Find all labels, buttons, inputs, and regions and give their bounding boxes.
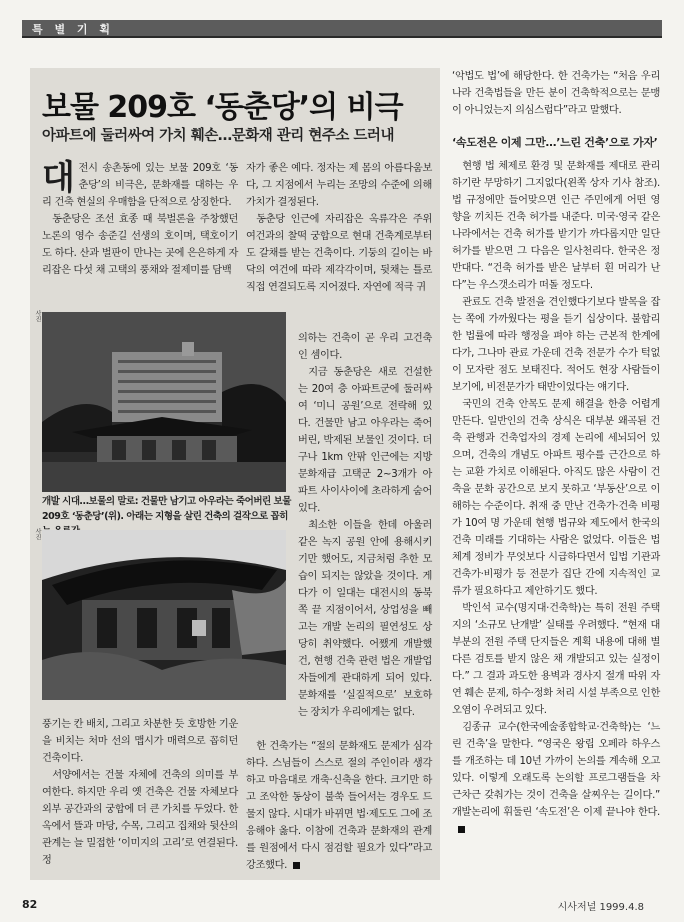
lead-paragraph	[42, 160, 238, 211]
column-2-lower	[298, 330, 432, 721]
column-2-top	[246, 160, 432, 296]
paragraph: 의하는 건축이 곧 우리 고건축인 셈이다.	[298, 333, 432, 361]
paragraph: 관료도 건축 발전을 견인했다기보다 발목을 잡는 쪽에 가까웠다는 평을 듣기 십상이다. 불합리한 법률에 따라 행정을 펴야 하는 근본적 한계에다가, 그나마 관료 가운데 건축 전문가 수가 턱없이 모자란 점도 보태진다. 적어도 현장 사람들이 보기에, 비전문가가 태반이었다는 얘기다.	[452, 297, 660, 393]
paragraph: 현행 법 체제로 환경 및 문화재를 제대로 관리하기란 무망하기 그지없다(왼쪽 상자 기사 참조). 법 규정에만 들어맞으면 인근 주민에게 어떤 영향을 끼치든 건축 허가를 내준다. 미국·영국 같은 나라에서는 건축 허가를 받기가 까다롭지만 일단 허가를 받으면 그 다음은 일사천리다. 한국은 정반대다. “건축 허가를 받은 날부터 흰 머리가 난다”는 우스갯소리가 떠돌 정도다.	[452, 161, 660, 291]
paragraph: 최소한 이들을 한데 아울러 같은 녹지 공원 안에 용해시키기만 했어도, 지금처럼 추한 모습이 되지는 않았을 것이다. 게다가 이 일대는 대전시의 동북쪽 끝 지점이어서, 상업성을 빼고는 개발 논리의 필연성도 상당히 취약했다. 어쨌게 개발했건, 현행 건축 관련 법은 개발업자들에게 관대하게 되어 있다. 문화재를 ‘실질적으로’ 보호하는 장치가 우리에게는 없다.	[298, 520, 432, 718]
photo-okryugak	[42, 530, 286, 700]
page-number: 82	[22, 898, 38, 911]
column-1-top	[42, 160, 238, 279]
end-mark	[293, 862, 300, 869]
paragraph-text: 한 건축가는 “절의 문화재도 문제가 심각하다. 스님들이 스스로 절의 주인이라 생각하고 마음대로 개축·신축을 한다. 크기만 하고 조악한 동상이 불쑥 들어서는 경우도 드물지 않다. 시대가 바뀌면 법·제도도 그에 조응해야 옳다. 이참에 건축과 문화재의 관계를 원점에서 다시 점검할 필요가 있다”라고 강조했다.	[246, 741, 432, 871]
article-subtitle: 아파트에 둘러싸여 가치 훼손…문화재 관리 현주소 드러내	[42, 128, 394, 144]
paragraph: 동춘당은 조선 효종 때 북벌론을 주창했던 노론의 영수 송준길 선생의 호이며, 택호이기도 하다. 산과 벌판이 만나는 곳에 은은하게 자리잡은 다섯 채 고택의 풍채와 절제미를 담백	[42, 214, 238, 276]
column-3-top	[452, 68, 660, 119]
paragraph: 박인석 교수(명지대·건축학)는 특히 전원 주택지의 ‘소규모 난개발’ 실태를 우려했다. “현재 대부분의 전원 주택 단지들은 계획 내용에 대해 별다른 검토를 받지 않은 채 개발되고 있는 실정이다.” 그 결과 과도한 용벽과 경사지 절개 따위 자연 훼손 문제, 하수·정화 처리 시설 부족으로 인한 오염이 우려되고 있다.	[452, 603, 660, 716]
photo-dongchundang-image	[42, 312, 286, 492]
photo-okryugak-image	[42, 530, 286, 700]
paragraph: 풍기는 칸 배치, 그리고 차분한 듯 호방한 기운을 비치는 처마 선의 맵시가 매력으로 꼽히던 건축이다.	[42, 719, 238, 764]
article-title: 보물 209호 ‘동춘당’의 비극	[42, 90, 403, 125]
paragraph: 지금 동춘당은 새로 건설한 는 20여 층 아파트군에 둘러싸여 ‘미니 공원’으로 전락해 있다. 건물만 남고 아우라는 죽어 버린, 박제된 보물인 것이다. 더구나 1km 안팎 인근에는 지방 문화재급 고택군 2~3개가 아파트 사이사이에 초라하게 숨어 있다.	[298, 367, 432, 514]
paragraph: ‘악법도 법’에 해당한다. 한 건축가는 “처음 우리 나라 건축법들을 만든 분이 건축학적으로는 문맹이 아니었는지 의심스럽다”라고 말했다.	[452, 71, 660, 116]
paragraph: 국민의 건축 안목도 문제 해결을 한층 어렵게 만든다. 일반인의 건축 상식은 대부분 왜곡된 건축 관행과 건축업자의 경제 논리에 세뇌되어 있으며, 건축의 개념도 아파트 평수를 근간으로 하는 교환 가치로 이해된다. 아직도 많은 사람이 건축을 문화 공간으로 보지 못하고 ‘부동산’으로 이해하는 수준이다. 취재 중 만난 건축가·건축 비평가 10여 명 가운데 현행 법규와 제도에서 한국의 건축 미래를 기대하는 사람은 없었다. 이들은 법 체계 정비가 무엇보다 시급하다면서 입법 기관과 건축가·비평가 등 전문가 집단 간에 지속적인 교류가 필요하다고 제안하기도 했다.	[452, 399, 660, 597]
paragraph: 서양에서는 건물 자체에 건축의 의미를 부여한다. 하지만 우리 옛 건축은 건물 자체보다 외부 공간과의 궁합에 더 큰 가치를 두었다. 한옥에서 뜰과 마당, 수목, 그리고 집채와 뒷산의 관계는 늘 밀접한 ‘이미지의 고리’로 연결된다. 정	[42, 770, 238, 866]
column-2-bottom	[246, 738, 432, 874]
paragraph: 자가 좋은 예다. 정자는 제 몸의 아름다움보다, 그 지점에서 누리는 조망의 수준에 의해 가치가 결정된다.	[246, 163, 432, 208]
section-heading: ‘속도전은 이제 그만…’느린 건축’으로 가자’	[452, 136, 658, 149]
photo-credit: 사진	[34, 528, 41, 540]
paragraph: 동춘당 인근에 자리잡은 옥류각은 주위 여건과의 찰떡 궁합으로 현대 건축계로부터도 갈채를 받는 건축이다. 기둥의 길이는 바닥의 여건에 따라 제각각이며, 뒷채는 틀로 직접 연결되도록 지어졌다. 자연에 적극 귀	[246, 214, 432, 293]
section-label: 특 별 기 획	[32, 23, 114, 36]
photo-dongchundang	[42, 312, 286, 492]
paragraph	[246, 738, 432, 874]
publication-date: 시사저널 1999.4.8	[557, 902, 644, 913]
photo-caption: 개발 시대…보물의 말로: 건물만 남기고 아우라는 죽어버린 보물 209호 ‘동춘당’(위). 아래는 지형을 살린 건축의 걸작으로 꼽히	[42, 496, 291, 522]
paragraph-text: 김종규 교수(한국예술종합학교·건축학)는 ‘느린 건축’을 말한다. “영국은 왕립 오페라 하우스를 개조하는 데 10년 가까이 논의를 계속해 오고 있다. 이렇게 오래도록 논의할 프로그램들을 차근차근 갖춰가는 것이 건축을 살찌우는 길이다.” 개발논리에 휘둘린 ‘속도전’은 이제 끝나야 한다.	[452, 722, 660, 818]
drop-cap: 대	[42, 158, 75, 198]
header-rule	[22, 36, 662, 38]
column-3-body	[452, 158, 660, 838]
column-1-bottom	[42, 716, 238, 869]
end-mark	[458, 826, 465, 833]
paragraph	[452, 719, 660, 838]
photo-credit: 사진	[34, 310, 41, 322]
section-bar	[22, 20, 662, 36]
paragraph: 전시 송촌동에 있는 보물 209호 ‘동춘당’의 비극은, 문화재를 대하는 우리 건축 현실의 우매함을 단적으로 상징한다.	[42, 163, 238, 208]
